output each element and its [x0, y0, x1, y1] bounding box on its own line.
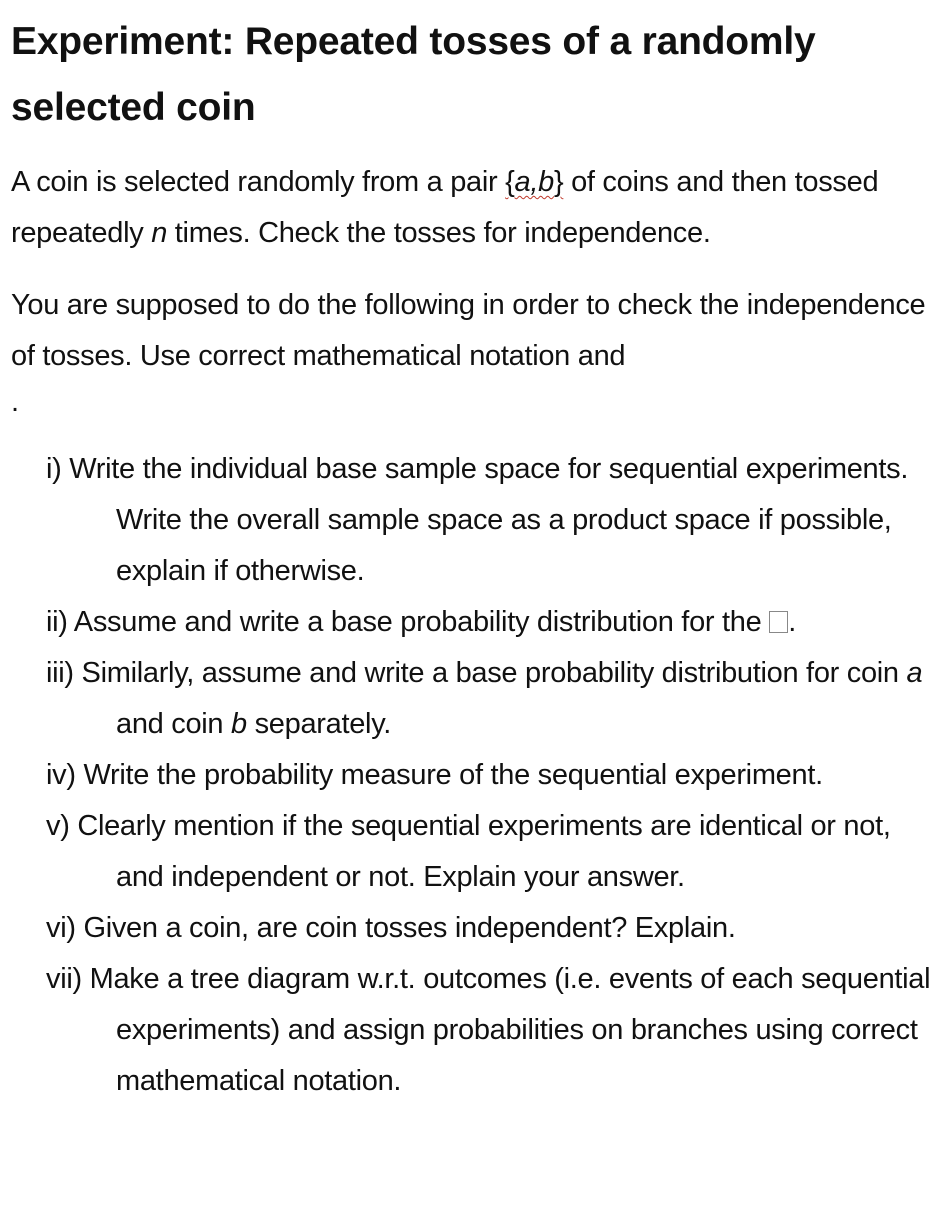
task-item-iv: iv) Write the probability measure of the sequential experiment. — [46, 759, 823, 791]
task-item-v: v) Clearly mention if the sequential experiments are identical or not, and independent or not. Explain your answer. — [46, 810, 891, 893]
coin-a-label: a — [906, 657, 923, 689]
intro-text: A coin is selected randomly from a pair — [11, 166, 506, 198]
instructions-paragraph: You are supposed to do the following in order to check the independence of tosses. Use correct mathematical notation and — [11, 289, 926, 372]
task-iii-text: and coin — [116, 708, 231, 740]
coin-set: {a,b} — [505, 166, 564, 198]
intro-text: times. Check the tosses for independence. — [167, 217, 711, 249]
task-item-iii — [11, 648, 931, 750]
coin-b-label: b — [231, 708, 247, 740]
instructions-dot: . — [11, 386, 20, 418]
coin-set-text: a,b — [514, 166, 554, 198]
task-item-ii — [11, 597, 931, 648]
task-item-vii: vii) Make a tree diagram w.r.t. outcomes (i.e. events of each sequential experiments) and assign probabilities on branches using correct mathematical notation. — [46, 963, 931, 1097]
variable-n: n — [151, 217, 168, 249]
intro-paragraph — [11, 157, 931, 259]
intro-text: of coins and then tossed repeatedly — [11, 166, 879, 249]
task-ii-text: ii) Assume and write a base probability distribution for the — [46, 606, 762, 638]
task-item-vi: vi) Given a coin, are coin tosses independent? Explain. — [46, 912, 736, 944]
document-title: Experiment: Repeated tosses of a randomly selected coin — [11, 20, 816, 129]
task-iii-text: separately. — [246, 708, 392, 740]
missing-symbol-icon — [769, 611, 788, 633]
task-ii-period: . — [788, 606, 796, 638]
task-item-i: i) Write the individual base sample space for sequential experiments. Write the overall sample space as a product space if possible, explain if otherwise. — [46, 453, 909, 587]
task-list — [11, 444, 931, 1107]
document-page — [11, 0, 931, 1107]
task-iii-text: iii) Similarly, assume and write a base probability distribution for coin — [46, 657, 907, 689]
